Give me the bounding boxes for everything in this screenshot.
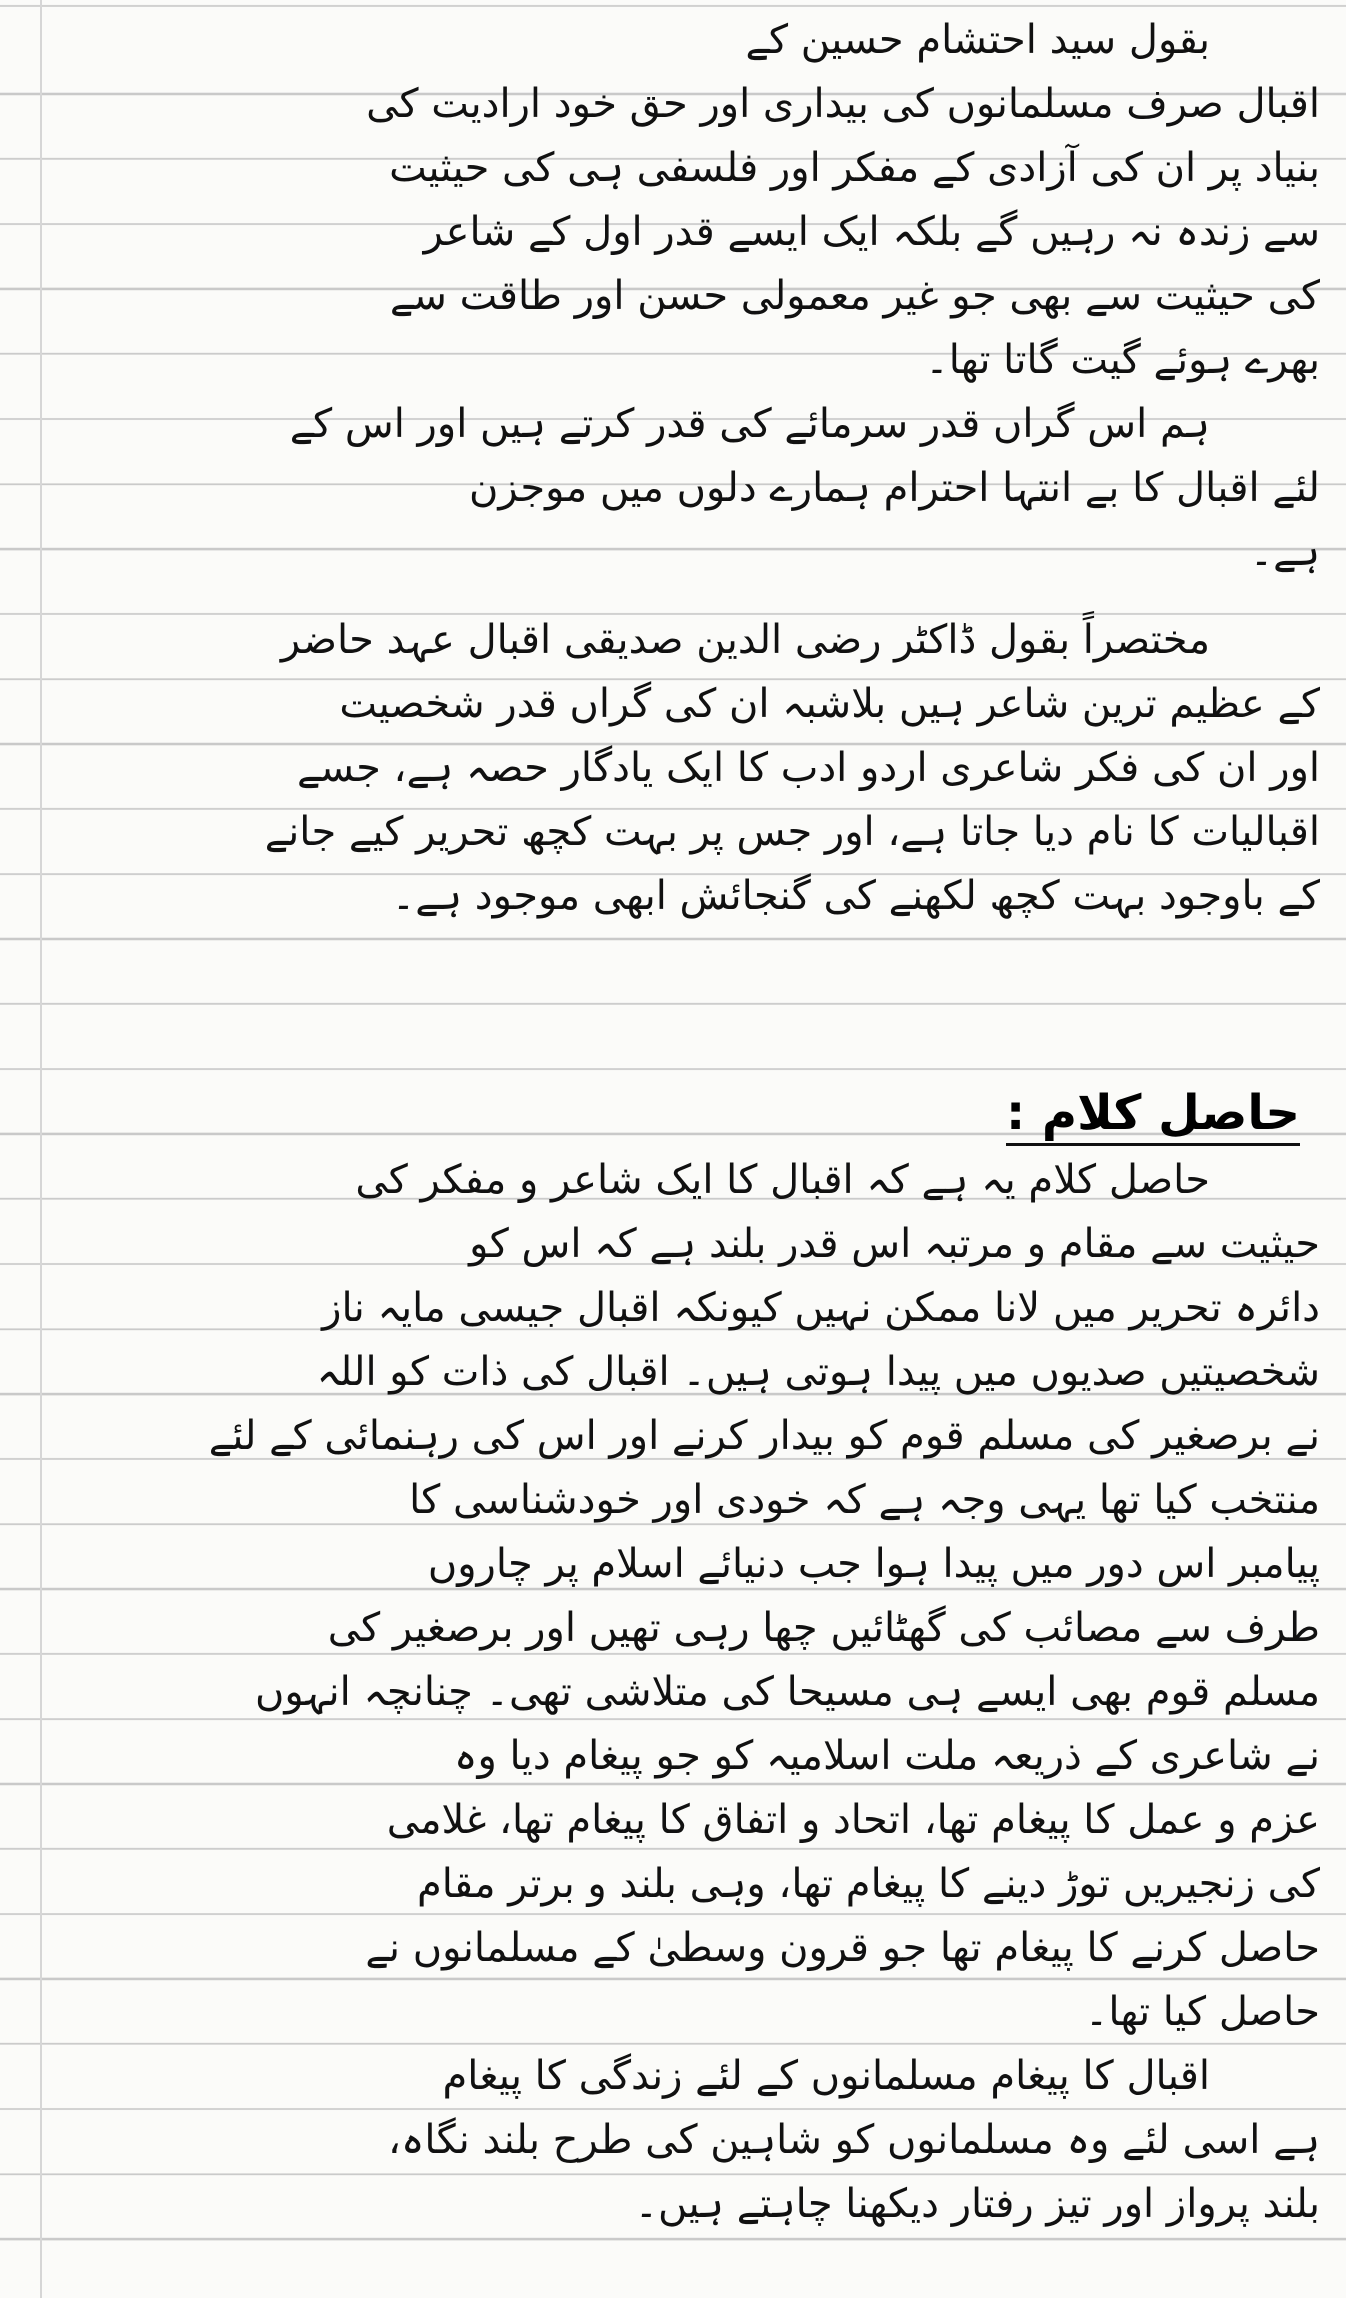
conclusion-line: مسلم قوم بھی ایسے ہی مسیحا کی متلاشی تھی۔ چنانچہ انہوں <box>255 1669 1320 1715</box>
summary-line: اور ان کی فکر شاعری اردو ادب کا ایک یادگار حصہ ہے، جسے <box>296 745 1320 791</box>
conclusion-line: طرف سے مصائب کی گھٹائیں چھا رہی تھیں اور برصغیر کی <box>327 1605 1320 1651</box>
conclusion-line: حاصل کلام یہ ہے کہ اقبال کا ایک شاعر و مفکر کی <box>355 1157 1210 1203</box>
conclusion-heading <box>70 1078 1320 1148</box>
conclusion-paragraph <box>70 1148 1320 2236</box>
intro-line: ہم اس گراں قدر سرمائے کی قدر کرتے ہیں اور اس کے <box>289 401 1210 447</box>
conclusion-line: منتخب کیا تھا یہی وجہ ہے کہ خودی اور خودشناسی کا <box>409 1477 1320 1523</box>
intro-line: ہے۔ <box>1249 529 1320 575</box>
conclusion-line: اقبال کا پیغام مسلمانوں کے لئے زندگی کا پیغام <box>442 2053 1210 2099</box>
intro-header: بقول سید احتشام حسین کے <box>745 17 1210 63</box>
conclusion-line: عزم و عمل کا پیغام تھا، اتحاد و اتفاق کا پیغام تھا، غلامی <box>386 1797 1320 1843</box>
conclusion-line: بلند پرواز اور تیز رفتار دیکھنا چاہتے ہیں۔ <box>634 2181 1320 2227</box>
summary-line: کے عظیم ترین شاعر ہیں بلاشبہ ان کی گراں قدر شخصیت <box>339 681 1320 727</box>
conclusion-line: شخصیتیں صدیوں میں پیدا ہوتی ہیں۔ اقبال کی ذات کو اللہ <box>316 1349 1320 1395</box>
handwritten-text <box>70 8 1320 2288</box>
intro-line: بھرے ہوئے گیت گاتا تھا۔ <box>925 337 1320 383</box>
intro-line: بنیاد پر ان کی آزادی کے مفکر اور فلسفی ہی کی حیثیت <box>389 145 1320 191</box>
summary-line: مختصراً بقول ڈاکٹر رضی الدین صدیقی اقبال عہد حاضر <box>280 617 1210 663</box>
intro-line: سے زندہ نہ رہیں گے بلکہ ایک ایسے قدر اول کے شاعر <box>423 209 1320 255</box>
conclusion-line: حیثیت سے مقام و مرتبہ اس قدر بلند ہے کہ اس کو <box>469 1221 1320 1267</box>
conclusion-line: ہے اسی لئے وہ مسلمانوں کو شاہین کی طرح بلند نگاہ، <box>388 2117 1320 2163</box>
intro-line: کی حیثیت سے بھی جو غیر معمولی حسن اور طاقت سے <box>389 273 1320 319</box>
intro-line: اقبال صرف مسلمانوں کی بیداری اور حق خود ارادیت کی <box>366 81 1320 127</box>
conclusion-line: حاصل کیا تھا۔ <box>1084 1989 1320 2035</box>
margin-rule <box>40 0 42 2298</box>
conclusion-line: نے شاعری کے ذریعہ ملت اسلامیہ کو جو پیغام دیا وہ <box>454 1733 1320 1779</box>
conclusion-line: دائرہ تحریر میں لانا ممکن نہیں کیونکہ اقبال جیسی مایہ ناز <box>322 1285 1320 1331</box>
conclusion-line: نے برصغیر کی مسلم قوم کو بیدار کرنے اور اس کی رہنمائی کے لئے <box>208 1413 1320 1459</box>
conclusion-line: پیامبر اس دور میں پیدا ہوا جب دنیائے اسلام پر چاروں <box>427 1541 1320 1587</box>
conclusion-line: حاصل کرنے کا پیغام تھا جو قرون وسطیٰ کے مسلمانوں نے <box>365 1925 1320 1971</box>
conclusion-heading-text: حاصل کلام : <box>1006 1085 1300 1146</box>
intro-line: لئے اقبال کا بے انتہا احترام ہمارے دلوں میں موجزن <box>468 465 1320 511</box>
intro-paragraph <box>70 72 1320 584</box>
summary-paragraph <box>70 608 1320 928</box>
summary-line: اقبالیات کا نام دیا جاتا ہے، اور جس پر بہت کچھ تحریر کیے جانے <box>264 809 1320 855</box>
summary-line: کے باوجود بہت کچھ لکھنے کی گنجائش ابھی موجود ہے۔ <box>391 873 1320 919</box>
conclusion-line: کی زنجیریں توڑ دینے کا پیغام تھا، وہی بلند و برتر مقام <box>416 1861 1320 1907</box>
